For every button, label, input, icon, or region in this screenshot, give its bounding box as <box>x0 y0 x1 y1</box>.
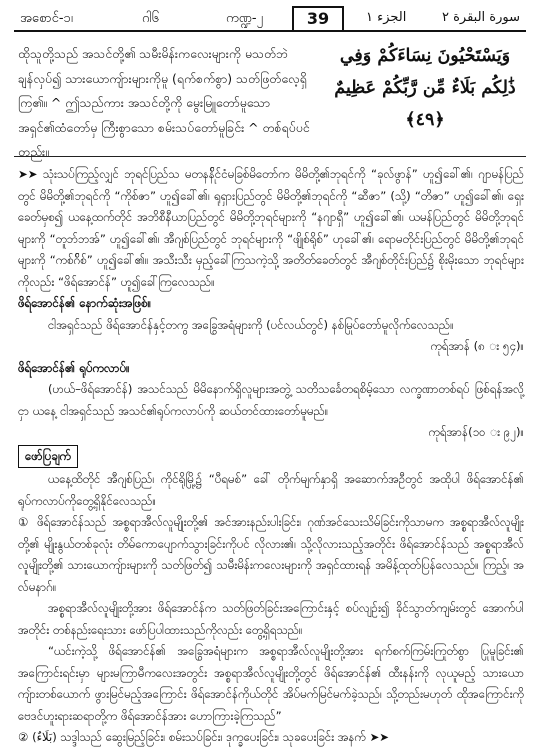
arabic-line: وَيَسْتَحْيُونَ نِسَاءَكُمْ وَفِي <box>339 46 511 66</box>
paragraph: (ဟယ်–ဖိရ်အောင်န်) အသင်သည် မိမိနောက်ရှိလူများအတွဲ့ သတိသင်္ခေတရစိမ့်သော လက္ခဏာတစ်ရပ် ဖြစ်ရန်အလို့ငှာ ယနေ့ ငါအရှင်သည် အသင်၏ရုပ်ကလာပ်ကို ဆယ်တင်ထားတော်မူမည်။ <box>18 382 524 418</box>
paragraph: “ယင်းကဲ့သို့ ဖိရ်အောင်န်၏ အခြွေအရံများက အစ္စရာအီလ်လူမျိုးတို့အား ရက်စက်ကြမ်းကြုတ်စွာ ပြုမူခြင်း၏ အကြောင်းရင်းမှာ များမကြာမီကလေးအတွင်း အစ္စရာအီလ်လူမျိုးတို့တွင် ဖိရ်အောင်န်၏ ထီးနန်းကို လုယူမည့် သားယောကျ်ားတစ်ယောက် ဖွားမြင်မည့်အကြောင်း ဖိရ်အောင်န်ကိုယ်တိုင် အိပ်မက်မြင်မက်ခဲ့သည်၊ သို့တည်းမဟုတ် ထိုအကြောင်းကို ဗေဒင်ဟူးရားဆရာတို့က ဖိရ်အောင်န်အား ဟောကြားခဲ့ကြသည်” <box>18 644 524 723</box>
translation-text: ထိုသူတို့သည် အသင်တို့၏ သမီးမိန်းကလေးများကို မသတ်ဘဲ ချန်လှပ်၍ သားယောကျ်ားများကိုမူ (ရက်စက်စွာ) သတ်ဖြတ်လေ့ရှိကြ၏။ ^ ဤသည်ကား အသင်တို့ကို မွေးမြူတော်မူသောအရှင်၏ထံတော်မှ ကြီးစွာသော စမ်းသပ်တော်မူခြင်း ^ တစ်ရပ်ပင်တည်း။ <box>18 46 310 159</box>
paragraph: ငါအရှင်သည် ဖိရ်အောင်န်နှင့်တကွ အခြွေအရံများကို (ပင်လယ်တွင်) နစ်မြုပ်တော်မူလိုက်လေသည်။ <box>48 317 454 332</box>
paragraph: ➤➤ သုံးသပ်ကြည့်လျှင် ဘုရင်ပြည်သ မတနန်ိုင်ငံမခြစ်မိတော်က မိမိတို့၏ဘုရင်ကို “ခုလ်ဖွာန်” ဟူ၍ခေါ်၏၊ ဂျာမန်ပြည်တွင် မိမိတို့၏ဘုရင်ကို “ကိုစ်ဇာ” ဟူ၍ခေါ်၏၊ ရုရှားပြည်တွင် မိမိတို့၏ဘုရင်ကို “ဆီဇာ” (သို့) “တိဇာ” ဟူ၍ခေါ်၏၊ ရှေးခေတ်မှစ၍ ယနေ့ထက်တိုင် အဘိစီနီယာပြည်တွင် မိမိတို့ဘုရင်များကို “နဂျာရှီ” ဟူ၍ခေါ်၏၊ ယမန်ပြည်တွင် မိမိတို့ဘုရင်များကို “တူဘ်ဘအ်” ဟူ၍ခေါ်၏၊ အီဂျစ်ပြည်တွင် ဘုရင်များကို “ဖျိုစ်ရိုစ်” ဟုခေါ်၏၊ ရောမတိုင်းပြည်တွင် မိမိတို့၏ဘုရင်များကို “ကစ်ဂ်ိစ်” ဟူ၍ခေါ်၏။ အသီးသီး မှည့်ခေါ်ကြသကဲ့သို့ အတိတ်ခေတ်တွင် အီဂျစ်တိုင်းပြည်၌ စိုးမိုးသော ဘုရင်များကိုလည်း “ဖိရ်အောင်န်” ဟူ၍ခေါ်ကြလေသည်။ <box>18 167 524 289</box>
arabic-line: ذَٰلِكُم بَلَاءٌ مِّن رَّبِّكُمْ عَظِيمٌ ﴿٤٩﴾ <box>334 78 516 130</box>
part-label: ကဏ္ဍ-၂ <box>226 11 263 26</box>
volume-label: အစောင်-၁၊ <box>20 11 73 26</box>
paragraph: အစ္စရာအီလ်လူမျိုးတို့အား ဖိရ်အောင်န်က သတ်ဖြတ်ခြင်းအကြောင်းနှင့် စပ်လျဉ်း၍ ခိုင်သွာတ်ကျမ်းတွင် အောက်ပါအတိုင်း တစ်နည်းရေးသား ဖော်ပြပါထားသည်ကိုလည်း တွေ့ရှိရသည်။ <box>18 601 524 637</box>
paragraph: ယနေ့ထိတိုင် အီဂျစ်ပြည်၊ ကိုင်ရိုမြို့၌ “ပီရမစ်” ခေါ် တိုက်မျက်နှာရှိ အဆောက်အဦတွင် အထိုပါ ဖိရ်အောင်န်၏ ရုပ်ကလာပ်ကိုတွေ့ရှိနိုင်လေသည်။ <box>18 472 524 508</box>
arabic-verse <box>322 40 528 142</box>
quran-reference: ကုရ်အာန်(၁၀ း ၉၂)။ <box>428 425 524 439</box>
section-heading: ဖိရ်အောင်န်၏ ရုပ်ကလာပ်။ <box>18 360 130 375</box>
juz-label: الجزء ١ <box>366 10 407 25</box>
section-label: ဂါ၆ <box>142 11 159 26</box>
surah-label: سورة البقرة ٢ <box>441 10 520 25</box>
quran-reference: ကုရ်အာန် (၈ း ၅၄)။ <box>430 339 524 353</box>
page-header <box>14 6 526 32</box>
paragraph: ① ဖိရ်အောင်န်သည် အစ္စရာအီလ်လူမျိုးတို့၏ အင်အားနည်းပါးခြင်း၊ ဂုဏ်အင်သေးသိမ်ခြင်းကိုသာမက အစ္စရာအီလ်လူမျိုးတို့၏ မျိုးနွယ်တစ်ခုလုံး တိမ်ကောပျောက်သွားခြင်းကိုပင် လိုလား၏၊ သို့လိုလားသည့်အတိုင်း ဖိရ်အောင်န်သည် အစ္စရာအီလ်လူမျိုးတို့၏ သားယောကျ်ားများကို သတ်ဖြတ်၍ သမီးမိန်းကလေးများကို အရှင်ထားရန် အမိန့်ထုတ်ပြန်လေသည်။ ကြည့်၊ အလ်မနာဂ်။ <box>18 515 524 594</box>
divider <box>14 156 526 157</box>
paragraph: ② (بَلَاءٌ) သဒ္ဒါသည် ဆွေးမြည့်ခြင်း၊ စမ်းသပ်ခြင်း၊ ဒုက္ခပေးခြင်း၊ သုခပေးခြင်း အနက် ➤➤ <box>18 730 390 744</box>
page-number: 39 <box>292 6 344 32</box>
commentary <box>18 164 524 749</box>
section-heading: ဖော်ပြချက် <box>18 445 78 469</box>
section-heading: ဖိရ်အောင်န်၏ နောက်ဆုံးအဖြစ်။ <box>18 296 152 310</box>
